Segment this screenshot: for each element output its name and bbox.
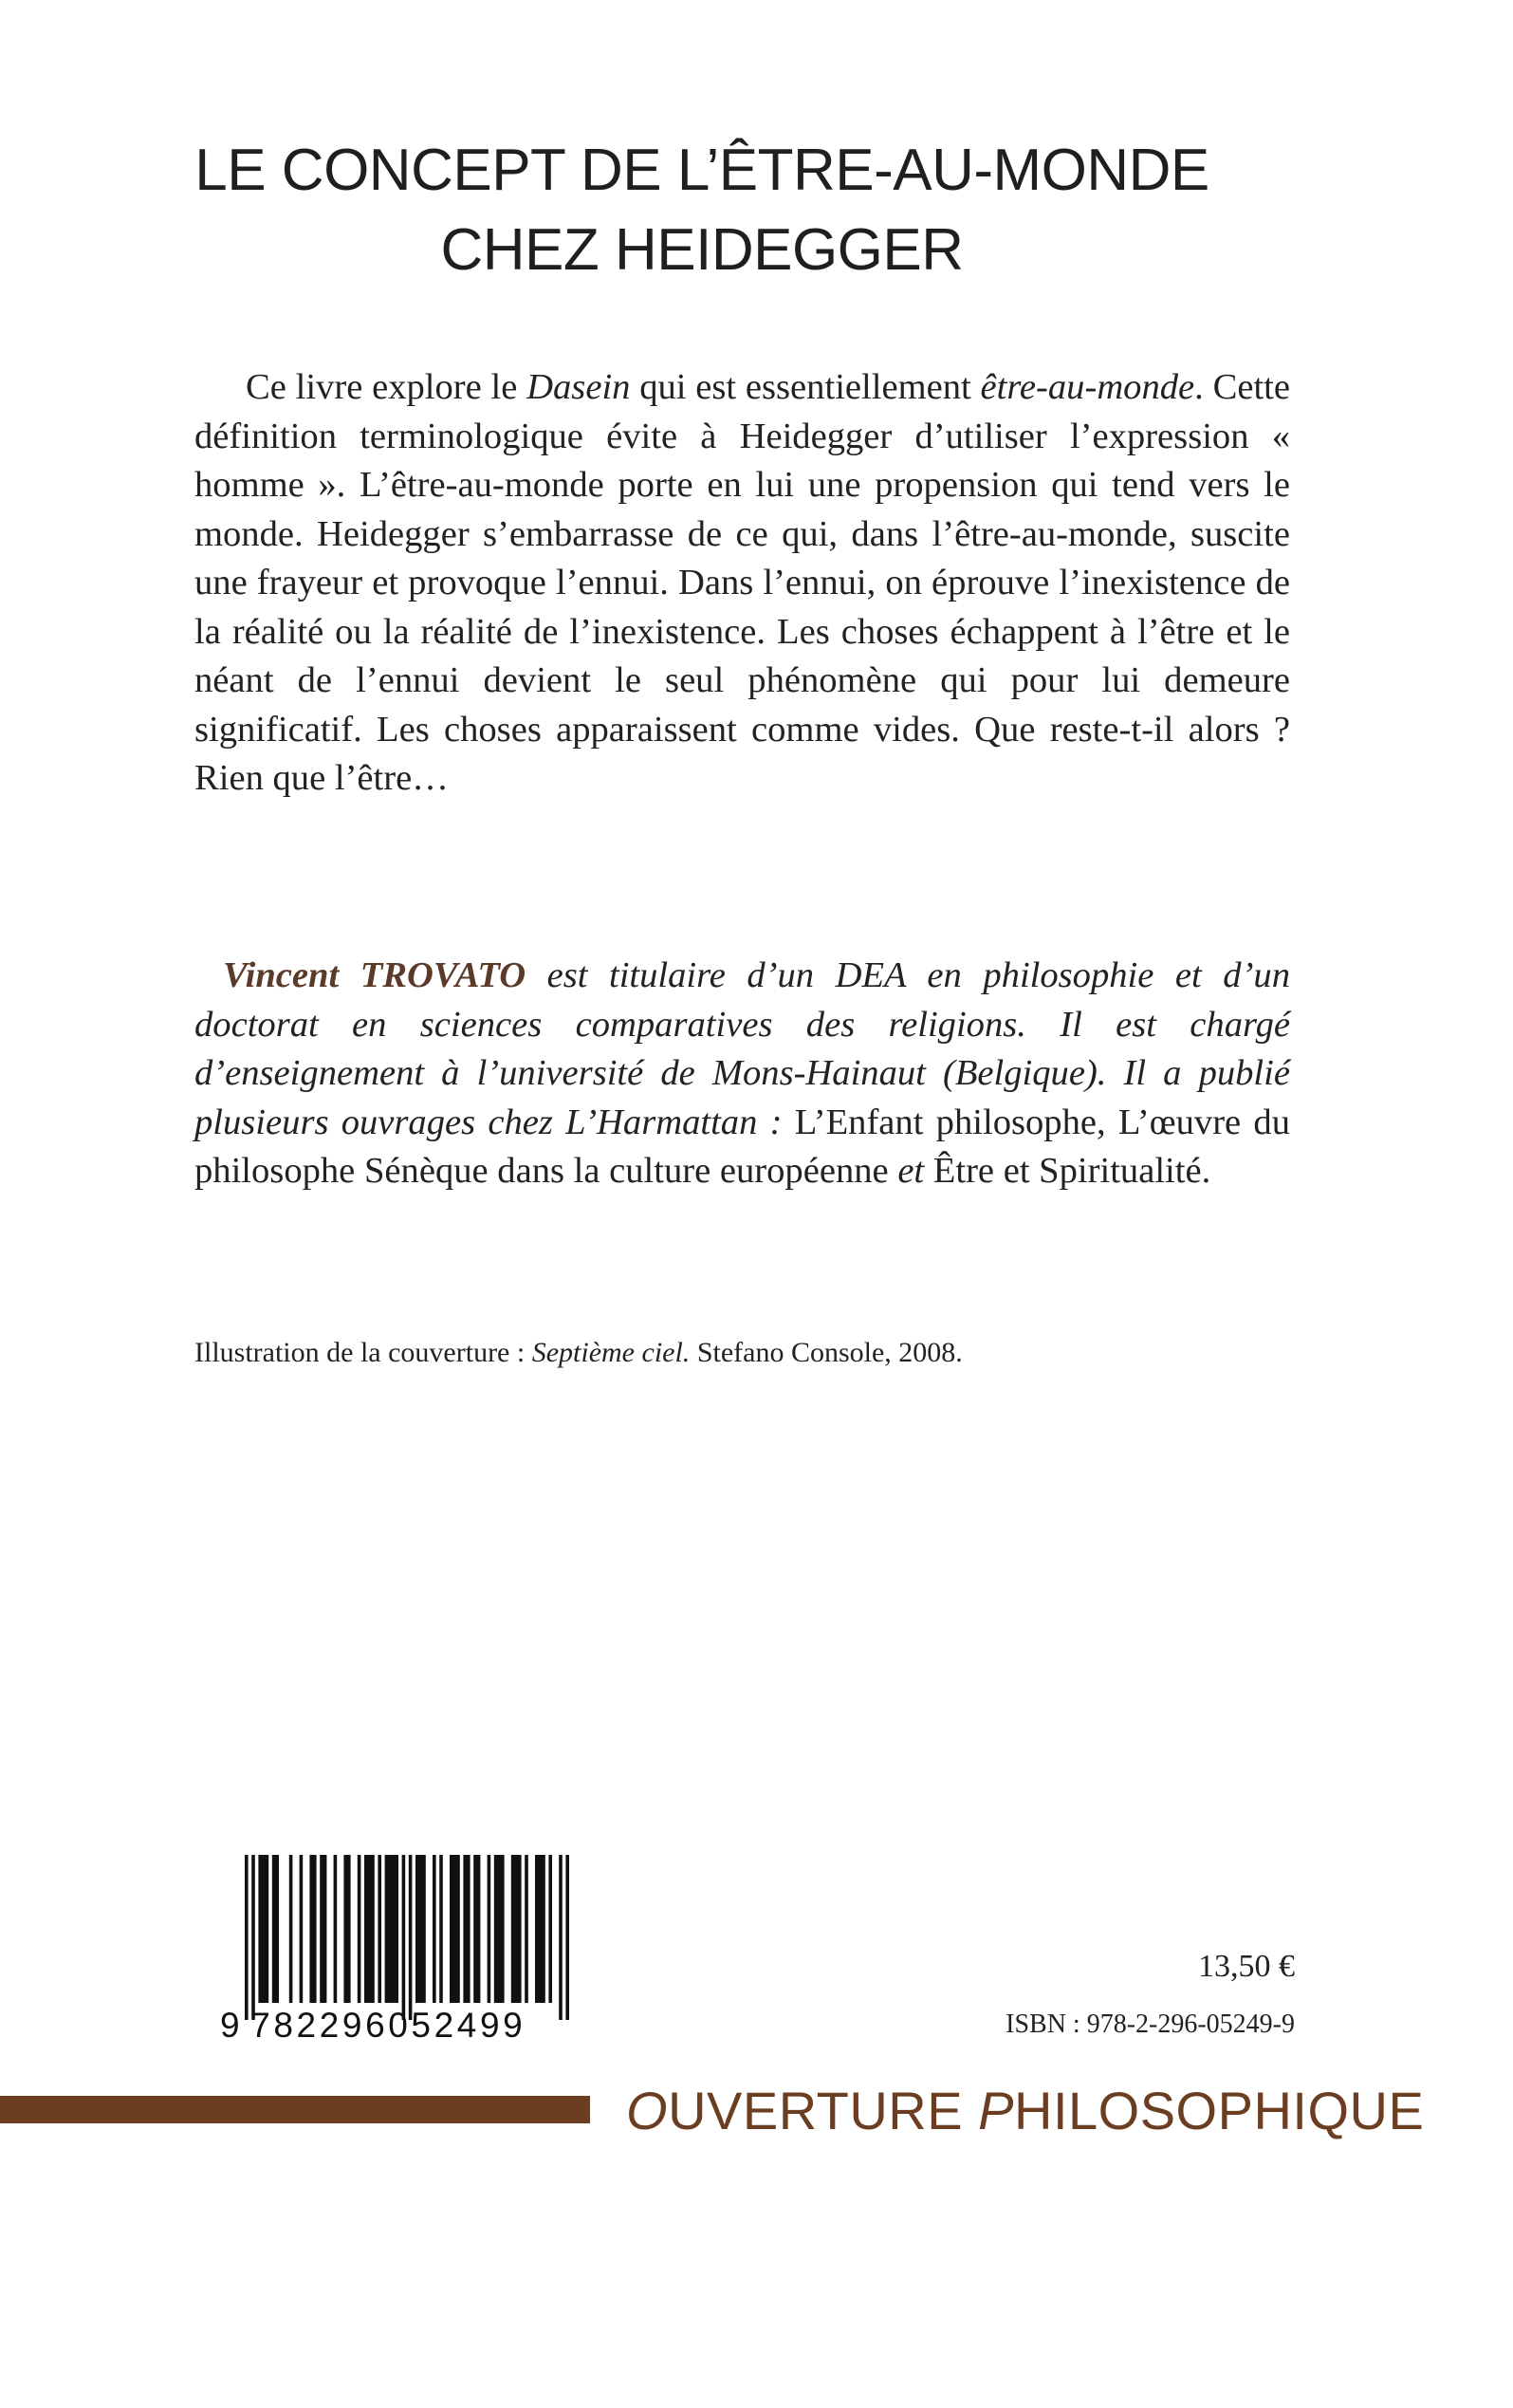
series-word2: HILOSOPHIQUE	[1014, 2081, 1425, 2140]
summary-dasein: Dasein	[526, 367, 631, 407]
barcode-bar	[565, 1855, 569, 2020]
barcode-bar	[289, 1855, 293, 2003]
bio-works: L’Enfant philosophe, L’œuvre du philosophe Sénèque dans la culture européenne	[194, 1102, 1290, 1191]
barcode-bars	[218, 1855, 590, 2020]
barcode-bar	[272, 1855, 279, 2003]
barcode-bar	[548, 1855, 552, 2003]
barcode-bar	[415, 1855, 426, 2003]
isbn: ISBN : 978-2-296-05249-9	[1006, 2010, 1295, 2039]
credit-work: Septième ciel.	[531, 1337, 691, 1368]
summary-text-1: Ce livre explore le	[246, 367, 527, 407]
title-line-1: LE CONCEPT DE L’ÊTRE-AU-MONDE	[194, 138, 1209, 203]
barcode-digits	[220, 2007, 592, 2045]
summary-paragraph	[194, 363, 1290, 804]
series-bar	[0, 2096, 590, 2123]
illustration-credit	[194, 1334, 963, 1372]
series-name	[626, 2078, 1424, 2144]
barcode-bar	[358, 1855, 361, 2003]
credit-artist: Stefano Console, 2008.	[690, 1337, 963, 1368]
summary-etre-au-monde: être-au-monde	[980, 367, 1195, 407]
credit-label: Illustration de la couverture :	[194, 1337, 532, 1368]
book-title	[114, 131, 1290, 290]
barcode-bar	[463, 1855, 470, 2003]
barcode	[218, 1855, 590, 2020]
barcode-bar	[343, 1855, 350, 2003]
series-p: P	[978, 2081, 1014, 2140]
barcode-bar	[511, 1855, 522, 2003]
series-o: O	[626, 2081, 669, 2140]
barcode-bar	[494, 1855, 505, 2003]
barcode-bar	[364, 1855, 375, 2003]
barcode-bar	[300, 1855, 304, 2003]
barcode-bar	[251, 1855, 255, 2020]
barcode-bar	[409, 1855, 413, 2020]
bio-last-work: Être et Spiritualité.	[924, 1151, 1211, 1191]
barcode-bar	[433, 1855, 436, 2003]
series-word1: UVERTURE	[668, 2081, 979, 2140]
barcode-bar	[450, 1855, 460, 2003]
price: 13,50 €	[1198, 1949, 1295, 1984]
barcode-bar	[559, 1855, 563, 2020]
barcode-bar	[309, 1855, 316, 2003]
barcode-number: 782296052499	[250, 2006, 526, 2045]
barcode-bar	[334, 1855, 338, 2003]
barcode-bar	[378, 1855, 381, 2003]
barcode-bar	[245, 1855, 249, 2020]
summary-text-2: qui est essentiellement	[630, 367, 981, 407]
barcode-bar	[488, 1855, 491, 2003]
barcode-bar	[473, 1855, 480, 2003]
author-bio	[194, 952, 1290, 1196]
title-line-2: CHEZ HEIDEGGER	[440, 217, 964, 283]
summary-text-3: . Cette définition terminologique évite à Heidegger d’utiliser l’expression « homme ». L’être-au-monde porte en lui une propension qui tend vers le monde. Heidegger s’embarrasse de ce qui, dans l’être-au-monde, suscite une frayeur et provoque l’ennui. Dans l’ennui, on éprouve l’inexistence de la réalité ou la réalité de l’inexistence. Les choses échappent à l’être et le néant de l’ennui devient le seul phénomène qui pour lui demeure significatif. Les choses apparaissent comme vides. Que reste-t-il alors ? Rien que l’être…	[194, 367, 1290, 798]
barcode-bar	[535, 1855, 545, 2003]
barcode-bar	[439, 1855, 443, 2003]
author-name: Vincent TROVATO	[223, 955, 526, 995]
barcode-bar	[258, 1855, 268, 2003]
barcode-bar	[525, 1855, 528, 2003]
bio-et: et	[897, 1151, 925, 1191]
barcode-bar	[385, 1855, 398, 2003]
bio-italic-text: est titulaire d’un DEA en philosophie et d’un doctorat en sciences comparatives des religions. Il est chargé d’enseignement à l’université de Mons-Hainaut (Belgique). Il a publié plusieurs ouvrages chez L’Harmattan :	[194, 955, 1290, 1142]
barcode-bar	[402, 1855, 406, 2020]
barcode-first-digit: 9	[220, 2006, 244, 2045]
barcode-bar	[320, 1855, 326, 2003]
